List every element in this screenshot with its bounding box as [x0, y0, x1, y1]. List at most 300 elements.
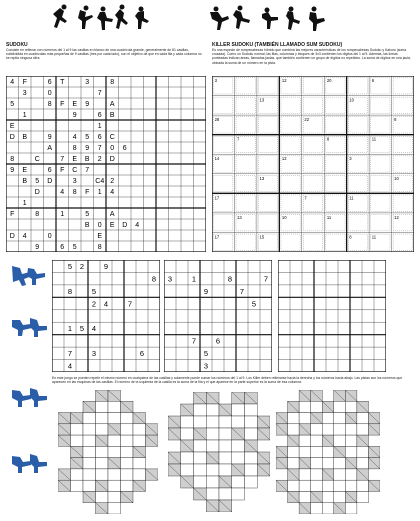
sudoku-cell-value[interactable]: 8 — [110, 79, 115, 87]
kakuro-cell[interactable] — [121, 458, 134, 469]
kakuro-cell[interactable] — [71, 424, 84, 435]
sudoku-cell-value[interactable]: 9 — [203, 286, 209, 296]
kakuro-cell[interactable] — [219, 464, 232, 476]
cage-outline — [303, 234, 322, 250]
cage-sum: 7 — [304, 195, 307, 201]
sudoku-cell-value[interactable]: 6 — [122, 145, 127, 153]
cage-sum: 13 — [259, 175, 265, 181]
cage-outline — [371, 195, 390, 211]
kakuro-cell[interactable] — [357, 458, 369, 469]
sudoku-grid — [6, 76, 206, 257]
sudoku-cell-value[interactable]: 0 — [47, 233, 52, 241]
cage-sum: 15 — [259, 234, 265, 240]
sudoku-cell-value[interactable]: 3 — [167, 274, 173, 284]
sudoku-cell-value[interactable]: B — [109, 112, 115, 120]
kakuro-cell[interactable] — [108, 413, 121, 424]
sudoku-cell-value[interactable]: 0 — [47, 90, 52, 98]
cage-outline — [303, 214, 322, 230]
header-banner — [0, 0, 420, 42]
sudoku-cell-value[interactable]: 6 — [139, 349, 145, 359]
sudoku-cell-value[interactable]: 6 — [47, 79, 52, 87]
kakuro-cell[interactable] — [206, 428, 219, 440]
sudoku-cell-value[interactable]: C — [109, 134, 115, 142]
kakuro-cell[interactable] — [299, 446, 311, 457]
sudoku-cell-value[interactable]: 7 — [263, 274, 269, 284]
sudoku-cell-value[interactable]: 3 — [22, 90, 27, 98]
sudoku-cell-value[interactable]: 6 — [97, 134, 102, 142]
kakuro-cell[interactable] — [96, 458, 109, 469]
kakuro-cell[interactable] — [232, 440, 245, 452]
kakuro-cell[interactable] — [121, 480, 134, 491]
kakuro-cell[interactable] — [322, 480, 334, 491]
sudoku-cell-value[interactable]: E — [9, 123, 15, 131]
cage-outline — [303, 97, 322, 113]
sudoku-cell-value[interactable]: 1 — [191, 274, 197, 284]
killer-description: Es una especie de rompecabezas híbrido que combina las mejores características de los rompecabezas Sudoku y Kakuro (suma cruzada). Como un Sudoku normal, las filas, columnas y bloques de 3x3 contienen los dígitos del 1 al 9. Además, las líneas punteadas indican áreas, llamadas jaulas, que también contienen un grupo de dígitos no repetidos. La suma de dígitos en una jaula, ubicada la suma de un número en la pista. — [212, 48, 411, 65]
cage-sum: 3 — [214, 78, 217, 83]
kakuro-grid-3-svg — [276, 390, 380, 514]
sudoku-small-grid-1 — [52, 260, 160, 377]
cage-outline — [393, 156, 412, 172]
cage-outline — [281, 175, 300, 191]
cage-sum: 12 — [281, 156, 287, 162]
kakuro-cell[interactable] — [133, 458, 146, 469]
sudoku-cell-value[interactable]: E — [22, 167, 28, 175]
sudoku-cell-value[interactable]: 0 — [110, 145, 115, 153]
sudoku-cell-value[interactable]: B — [84, 156, 90, 164]
cage-outline — [258, 195, 277, 211]
kakuro-cell[interactable] — [334, 458, 346, 469]
kakuro-cell[interactable] — [299, 480, 311, 491]
sudoku-cell-value[interactable]: C — [34, 156, 40, 164]
kakuro-cell[interactable] — [83, 424, 96, 435]
sudoku-cell-value[interactable]: E — [97, 233, 103, 241]
kakuro-cell[interactable] — [71, 480, 84, 491]
sudoku-cell-value[interactable]: 9 — [85, 145, 90, 153]
sudoku-cell-value[interactable]: 8 — [151, 274, 157, 284]
kakuro-grid-1 — [58, 390, 158, 519]
cage-sum: 11 — [349, 195, 354, 201]
kakuro-cell[interactable] — [121, 446, 134, 457]
sudoku-cell-value[interactable]: 8 — [227, 274, 233, 284]
kakuro-grid-2-svg — [168, 392, 270, 512]
kakuro-cell[interactable] — [357, 480, 369, 491]
sudoku-cell-value[interactable]: 1 — [97, 123, 102, 131]
sudoku-cell-value[interactable]: 2 — [110, 178, 115, 186]
kakuro-cell[interactable] — [194, 464, 207, 476]
kakuro-cell[interactable] — [357, 413, 369, 424]
kakuro-cell[interactable] — [133, 469, 146, 480]
sudoku-cell-value[interactable]: 4 — [60, 189, 65, 197]
sudoku-cell-value[interactable]: 6 — [60, 244, 65, 252]
kakuro-grid-3 — [276, 390, 380, 519]
kakuro-cell[interactable] — [311, 446, 323, 457]
cage-outline — [393, 97, 412, 113]
cage-outline — [236, 78, 255, 94]
sudoku-cell-value[interactable]: 5 — [10, 101, 15, 109]
kakuro-cell[interactable] — [345, 480, 357, 491]
kakuro-cell[interactable] — [71, 469, 84, 480]
kakuro-cell[interactable] — [245, 404, 258, 416]
sudoku-cell-value[interactable]: 6 — [97, 112, 102, 120]
sudoku-cell-value[interactable]: D — [47, 178, 53, 186]
kakuro-cell[interactable] — [194, 452, 207, 464]
sudoku-cell-value[interactable]: 4 — [22, 233, 27, 241]
sudoku-cell-value[interactable]: 7 — [239, 286, 245, 296]
sudoku-cell-value[interactable]: 5 — [79, 324, 85, 334]
sudoku-cell-value[interactable]: B — [84, 222, 90, 230]
kakuro-cell[interactable] — [245, 428, 258, 440]
sudoku-cell-value[interactable]: 2 — [97, 156, 102, 164]
kakuro-cell[interactable] — [334, 413, 346, 424]
sudoku-cell-value[interactable]: 6 — [47, 167, 52, 175]
cage-sum: 13 — [259, 97, 265, 103]
kakuro-cell[interactable] — [345, 503, 357, 514]
sudoku-cell-value[interactable]: D — [109, 156, 115, 164]
kakuro-cell[interactable] — [206, 464, 219, 476]
cage-outline — [236, 175, 255, 191]
cage-sum: 14 — [214, 156, 220, 162]
kakuro-cell[interactable] — [345, 401, 357, 412]
cage-outline — [326, 97, 345, 113]
cage-outline — [348, 214, 367, 230]
kakuro-cell[interactable] — [181, 464, 194, 476]
kakuro-cell[interactable] — [334, 480, 346, 491]
cage-outline — [393, 234, 412, 250]
sudoku-cell-value[interactable]: 3 — [203, 361, 209, 371]
cage-outline — [236, 195, 255, 211]
kakuro-cell[interactable] — [334, 491, 346, 502]
sudoku-cell-value[interactable]: 8 — [97, 244, 102, 252]
kakuro-cell[interactable] — [345, 424, 357, 435]
cage-outline — [281, 234, 300, 250]
kakuro-cell[interactable] — [288, 424, 300, 435]
sudoku-cell-value[interactable]: 9 — [85, 101, 90, 109]
kakuro-cell[interactable] — [83, 435, 96, 446]
kakuro-cell[interactable] — [334, 435, 346, 446]
sudoku-cell-value[interactable]: F — [22, 79, 27, 87]
kakuro-description: En este juego se pueden repetir el mismo número en cualquiera de las casillas y solamente puede sumar los números del 1 al 9. Los Killer deben rellenarse hacia la derecha y los números hacia abajo. Las pistas son los números que aparecen en las esquinas de las casillas. El número de la izquierda de la casilla es la suma de la fila y el que aparece en la parte superior es la suma de esa columna. — [52, 376, 403, 385]
sudoku-cell-value[interactable]: A — [109, 211, 115, 219]
cage-outline — [281, 136, 300, 152]
kakuro-cell[interactable] — [288, 480, 300, 491]
cage-sum: 7 — [237, 136, 240, 142]
cage-outline — [258, 156, 277, 172]
sudoku-cell-value[interactable]: 6 — [215, 336, 221, 346]
kakuro-cell[interactable] — [194, 416, 207, 428]
kakuro-cell[interactable] — [121, 424, 134, 435]
sudoku-cell-value[interactable]: E — [72, 156, 78, 164]
cage-outline — [281, 97, 300, 113]
kakuro-cell[interactable] — [71, 435, 84, 446]
kakuro-cell[interactable] — [288, 458, 300, 469]
sudoku-cell-value[interactable]: F — [10, 211, 15, 219]
kakuro-cell[interactable] — [121, 435, 134, 446]
sudoku-cell-value[interactable]: 8 — [72, 189, 77, 197]
sudoku-cell-value[interactable]: A — [109, 101, 115, 109]
sudoku-cell-value[interactable]: 4 — [135, 222, 140, 230]
kakuro-cell[interactable] — [194, 404, 207, 416]
cage-outline — [393, 195, 412, 211]
kakuro-cell[interactable] — [245, 416, 258, 428]
cage-sum: 8 — [349, 234, 352, 240]
sudoku-cell-value[interactable]: 9 — [103, 262, 109, 272]
cage-outline — [326, 195, 345, 211]
kakuro-cell[interactable] — [322, 413, 334, 424]
sudoku-small-grid-3 — [278, 260, 386, 377]
sudoku-cell-value[interactable]: 7 — [67, 349, 73, 359]
kakuro-cell[interactable] — [357, 491, 369, 502]
kakuro-cell[interactable] — [206, 476, 219, 488]
sudoku-small-grid-2 — [164, 260, 272, 377]
sudoku-cell-value[interactable]: 4 — [72, 134, 77, 142]
sudoku-cell-value[interactable]: F — [60, 167, 65, 175]
kakuro-cell[interactable] — [96, 491, 109, 502]
kakuro-cell[interactable] — [206, 404, 219, 416]
sudoku-cell-value[interactable]: B — [22, 178, 28, 186]
kakuro-cell[interactable] — [108, 480, 121, 491]
sudoku-small-grid-1-svg — [52, 260, 160, 372]
kakuro-cell[interactable] — [219, 452, 232, 464]
kakuro-cell[interactable] — [311, 435, 323, 446]
sudoku-cell-value[interactable]: F — [60, 101, 65, 109]
kakuro-cell[interactable] — [245, 452, 258, 464]
kakuro-cell[interactable] — [245, 476, 258, 488]
kakuro-cell[interactable] — [219, 428, 232, 440]
sudoku-cell-value[interactable]: 9 — [10, 167, 15, 175]
kakuro-cell[interactable] — [206, 440, 219, 452]
cage-outline — [214, 97, 233, 113]
sudoku-cell-value[interactable]: E — [109, 222, 115, 230]
sudoku-cell-value[interactable]: 4 — [67, 361, 73, 371]
kakuro-cell[interactable] — [322, 503, 334, 514]
cage-outline — [348, 117, 367, 133]
sudoku-cell-value[interactable]: 4 — [10, 79, 15, 87]
kakuro-cell[interactable] — [322, 458, 334, 469]
sudoku-cell-value[interactable]: 5 — [91, 286, 97, 296]
sudoku-cell-value[interactable]: 1 — [22, 200, 27, 208]
sudoku-cell-value[interactable]: 8 — [72, 145, 77, 153]
sudoku-cell-value[interactable]: 4 — [103, 299, 109, 309]
sudoku-cell-value[interactable]: 5 — [85, 134, 90, 142]
sudoku-cell-value[interactable]: 5 — [203, 349, 209, 359]
sudoku-cell-value[interactable]: 8 — [47, 101, 52, 109]
kakuro-cell[interactable] — [357, 424, 369, 435]
kakuro-cell[interactable] — [96, 413, 109, 424]
sudoku-cell-value[interactable]: 7 — [60, 156, 65, 164]
kakuro-cell[interactable] — [219, 416, 232, 428]
sudoku-cell-value[interactable]: 7 — [97, 90, 102, 98]
kakuro-cell[interactable] — [181, 452, 194, 464]
kakuro-cell[interactable] — [232, 404, 245, 416]
sudoku-cell-value[interactable]: E — [72, 101, 78, 109]
sudoku-cell-value[interactable]: 9 — [72, 112, 77, 120]
kakuro-cell[interactable] — [194, 476, 207, 488]
cage-sum: 28 — [214, 117, 220, 123]
cage-sum: 17 — [214, 234, 220, 240]
sudoku-cell-value[interactable]: 7 — [191, 336, 197, 346]
sudoku-cell-value[interactable]: 8 — [35, 211, 40, 219]
kakuro-cell[interactable] — [121, 469, 134, 480]
cage-sum: 13 — [237, 214, 242, 220]
kakuro-cell[interactable] — [232, 476, 245, 488]
kakuro-cell[interactable] — [232, 452, 245, 464]
sudoku-cell-value[interactable]: 1 — [60, 211, 65, 219]
sudoku-cell-value[interactable]: 3 — [72, 178, 77, 186]
kakuro-cell[interactable] — [108, 446, 121, 457]
kakuro-cell[interactable] — [108, 469, 121, 480]
kakuro-cell[interactable] — [311, 503, 323, 514]
cage-outline — [281, 195, 300, 211]
kakuro-cell[interactable] — [219, 440, 232, 452]
kakuro-grid-1-svg — [58, 390, 158, 514]
sudoku-cell-value[interactable]: C4 — [95, 178, 105, 186]
kakuro-cell[interactable] — [232, 416, 245, 428]
kakuro-cell[interactable] — [357, 446, 369, 457]
kakuro-cell[interactable] — [299, 413, 311, 424]
kakuro-cell[interactable] — [299, 469, 311, 480]
sudoku-cell-value[interactable]: 9 — [35, 244, 40, 252]
kakuro-cell[interactable] — [108, 435, 121, 446]
kakuro-cell[interactable] — [133, 435, 146, 446]
kakuro-cell[interactable] — [288, 413, 300, 424]
sudoku-cell-value[interactable]: D — [9, 233, 15, 241]
cage-outline — [236, 156, 255, 172]
kakuro-cell[interactable] — [322, 446, 334, 457]
sudoku-cell-value[interactable]: D — [34, 189, 40, 197]
cage-outline — [348, 136, 367, 152]
killer-grid — [212, 76, 414, 257]
cage-outline — [326, 175, 345, 191]
sudoku-cell-value[interactable]: 7 — [127, 299, 133, 309]
sudoku-small-grid-3-svg — [278, 260, 386, 372]
cage-sum: 8 — [394, 117, 397, 123]
kakuro-cell[interactable] — [311, 480, 323, 491]
sudoku-cell-value[interactable]: 5 — [72, 244, 77, 252]
sudoku-cell-value[interactable]: A — [47, 145, 53, 153]
kakuro-cell[interactable] — [311, 458, 323, 469]
sudoku-cell-value[interactable]: B — [22, 134, 28, 142]
cage-outline — [393, 136, 412, 152]
kakuro-cell[interactable] — [219, 488, 232, 500]
sudoku-cell-value[interactable]: 7 — [85, 167, 90, 175]
decoration-column — [6, 260, 52, 510]
cage-outline — [258, 78, 277, 94]
killer-title: KILLER SUDOKU (TAMBIÉN LLAMADO SUM SUDOKU) — [212, 42, 343, 48]
kakuro-cell[interactable] — [311, 424, 323, 435]
cage-sum: 6 — [371, 78, 375, 83]
sudoku-cell-value[interactable]: F — [85, 189, 90, 197]
ninja-vertical-icon — [6, 260, 52, 510]
cage-outline — [236, 117, 255, 133]
sudoku-cell-value[interactable]: 3 — [91, 349, 97, 359]
kakuro-cell[interactable] — [194, 440, 207, 452]
kakuro-cell[interactable] — [345, 469, 357, 480]
kakuro-cell[interactable] — [181, 428, 194, 440]
cage-outline — [236, 234, 255, 250]
cage-sum: 20 — [326, 78, 332, 83]
sudoku-cell-value[interactable]: 9 — [47, 134, 52, 142]
kakuro-cell[interactable] — [322, 424, 334, 435]
kakuro-cell[interactable] — [83, 446, 96, 457]
kakuro-cell[interactable] — [96, 424, 109, 435]
kakuro-cell[interactable] — [232, 488, 245, 500]
kakuro-cell[interactable] — [108, 401, 121, 412]
sudoku-cell-value[interactable]: T — [60, 79, 65, 87]
kakuro-cell[interactable] — [345, 435, 357, 446]
kakuro-cell[interactable] — [121, 413, 134, 424]
kakuro-cell[interactable] — [108, 491, 121, 502]
cage-outline — [371, 175, 390, 191]
kakuro-cell[interactable] — [334, 424, 346, 435]
kakuro-cell[interactable] — [83, 413, 96, 424]
kakuro-cell[interactable] — [311, 401, 323, 412]
sudoku-cell-value[interactable]: 4 — [91, 324, 97, 334]
kakuro-cell[interactable] — [83, 480, 96, 491]
kakuro-cell[interactable] — [299, 435, 311, 446]
kakuro-cell[interactable] — [96, 401, 109, 412]
kakuro-cell[interactable] — [133, 424, 146, 435]
sudoku-cell-value[interactable]: 3 — [85, 79, 90, 87]
sudoku-cell-value[interactable]: D — [9, 134, 15, 142]
kakuro-cell[interactable] — [245, 464, 258, 476]
cage-sum: 8 — [326, 136, 330, 142]
kakuro-cell[interactable] — [299, 491, 311, 502]
kakuro-cell[interactable] — [83, 458, 96, 469]
sudoku-title: SUDOKU — [6, 42, 28, 48]
kakuro-cell[interactable] — [181, 416, 194, 428]
cage-outline — [303, 78, 322, 94]
sudoku-cell-value[interactable]: 8 — [10, 156, 15, 164]
kakuro-cell[interactable] — [206, 416, 219, 428]
kakuro-cell[interactable] — [288, 446, 300, 457]
kakuro-cell[interactable] — [108, 503, 121, 514]
sudoku-cell-value[interactable]: 0 — [97, 222, 102, 230]
kakuro-cell[interactable] — [96, 469, 109, 480]
sudoku-cell-value[interactable]: D — [122, 222, 128, 230]
sudoku-cell-value[interactable]: 5 — [85, 211, 90, 219]
kakuro-cell[interactable] — [96, 446, 109, 457]
kakuro-cell[interactable] — [299, 401, 311, 412]
kakuro-cell[interactable] — [311, 469, 323, 480]
kakuro-cell[interactable] — [322, 491, 334, 502]
sudoku-cell-value[interactable]: 5 — [251, 299, 257, 309]
sudoku-cell-value[interactable]: 8 — [67, 286, 73, 296]
cage-outline — [371, 97, 390, 113]
kakuro-cell[interactable] — [334, 401, 346, 412]
sudoku-cell-value[interactable]: 5 — [35, 178, 40, 186]
sudoku-cell-value[interactable]: 1 — [97, 189, 102, 197]
sudoku-cell-value[interactable]: 1 — [22, 112, 27, 120]
sudoku-cell-value[interactable]: 4 — [110, 189, 115, 197]
cage-outline — [326, 234, 345, 250]
sudoku-small-grid-2-svg — [164, 260, 272, 372]
kakuro-cell[interactable] — [334, 469, 346, 480]
kakuro-cell[interactable] — [206, 488, 219, 500]
sudoku-cell-value[interactable]: 1 — [67, 324, 73, 334]
kakuro-cell[interactable] — [345, 446, 357, 457]
cage-sum: 3 — [349, 156, 352, 162]
sudoku-cell-value[interactable]: 2 — [91, 299, 97, 309]
sudoku-cell-value[interactable]: 5 — [67, 262, 73, 272]
killer-grid-svg — [212, 76, 414, 252]
sudoku-cell-value[interactable]: 7 — [97, 145, 102, 153]
sudoku-cell-value[interactable]: 2 — [79, 262, 85, 272]
sudoku-cell-value[interactable]: C — [72, 167, 78, 175]
cage-outline — [303, 136, 322, 152]
cage-outline — [371, 214, 390, 230]
kakuro-cell[interactable] — [83, 469, 96, 480]
